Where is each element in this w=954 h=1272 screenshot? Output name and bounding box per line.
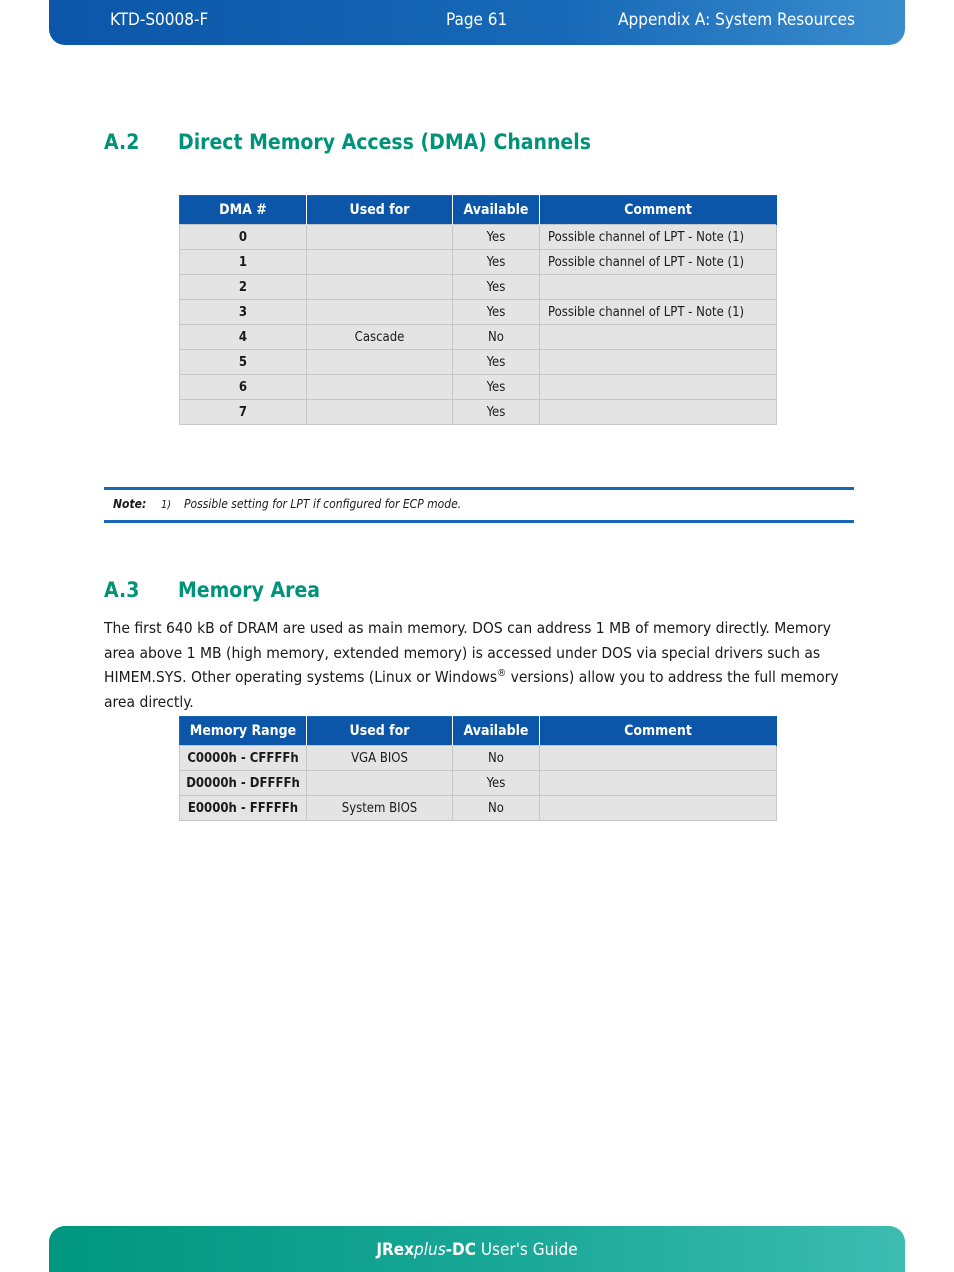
dma-col-header: DMA #: [180, 196, 307, 225]
memory-available: Yes: [453, 771, 540, 796]
footer-guide-text: User's Guide: [475, 1240, 578, 1260]
footer-product-name: JRex: [376, 1240, 415, 1260]
memory-comment: [540, 796, 777, 821]
memory-paragraph: [104, 616, 856, 714]
table-row: [180, 275, 777, 300]
dma-number: 6: [180, 375, 307, 400]
dma-number: 1: [180, 250, 307, 275]
page-header: [49, 0, 905, 45]
memory-paragraph-text: The first 640 kB of DRAM are used as main memory. DOS can address 1 MB of memory directly. Memory area above 1 MB (high memory, extended memory) is accessed under DOS via special drivers such as HIMEM.SYS. Other operating systems (Linux or Windows: [104, 619, 831, 686]
page-footer: [49, 1226, 905, 1272]
memory-available: No: [453, 746, 540, 771]
dma-comment: [540, 275, 777, 300]
dma-col-header: Available: [453, 196, 540, 225]
table-row: [180, 325, 777, 350]
memory-col-header: Comment: [540, 717, 777, 746]
memory-table: [179, 716, 777, 821]
dma-number: 0: [180, 225, 307, 250]
dma-available: Yes: [453, 350, 540, 375]
table-row: [180, 746, 777, 771]
page-number: Page 61: [446, 10, 508, 30]
memory-comment: [540, 771, 777, 796]
dma-table: [179, 195, 777, 425]
table-row: [180, 250, 777, 275]
dma-comment: [540, 350, 777, 375]
dma-comment: [540, 375, 777, 400]
memory-section-number: A.3: [104, 578, 140, 602]
dma-used-for: [307, 225, 453, 250]
memory-range: C0000h - CFFFFh: [180, 746, 307, 771]
dma-available: Yes: [453, 250, 540, 275]
dma-available: Yes: [453, 225, 540, 250]
dma-section-title: Direct Memory Access (DMA) Channels: [178, 130, 591, 154]
memory-paragraph-text-end: versions) allow you to address the full memory area directly.: [104, 668, 839, 711]
note-label: Note:: [113, 497, 147, 511]
note-box: [104, 487, 854, 523]
table-row: [180, 350, 777, 375]
table-row: [180, 300, 777, 325]
dma-number: 4: [180, 325, 307, 350]
dma-comment: Possible channel of LPT - Note (1): [540, 225, 777, 250]
dma-used-for: [307, 275, 453, 300]
memory-range: E0000h - FFFFFh: [180, 796, 307, 821]
dma-section-heading: [104, 130, 591, 154]
memory-used-for: System BIOS: [307, 796, 453, 821]
dma-table-header-row: [180, 196, 777, 225]
table-row: [180, 225, 777, 250]
dma-col-header: Used for: [307, 196, 453, 225]
dma-used-for: Cascade: [307, 325, 453, 350]
memory-col-header: Available: [453, 717, 540, 746]
dma-available: Yes: [453, 300, 540, 325]
memory-col-header: Used for: [307, 717, 453, 746]
note-text: Possible setting for LPT if configured for ECP mode.: [184, 497, 462, 511]
dma-available: Yes: [453, 400, 540, 425]
dma-comment: Possible channel of LPT - Note (1): [540, 250, 777, 275]
memory-section-title: Memory Area: [178, 578, 321, 602]
footer-product-variant: plus: [414, 1240, 446, 1260]
dma-number: 7: [180, 400, 307, 425]
registered-mark: ®: [497, 667, 507, 679]
dma-col-header: Comment: [540, 196, 777, 225]
dma-comment: [540, 400, 777, 425]
dma-used-for: [307, 375, 453, 400]
dma-comment: Possible channel of LPT - Note (1): [540, 300, 777, 325]
memory-section-heading: [104, 578, 320, 602]
document-id: KTD-S0008-F: [110, 10, 209, 30]
dma-used-for: [307, 400, 453, 425]
table-row: [180, 375, 777, 400]
footer-product-suffix: -DC: [445, 1240, 476, 1260]
dma-comment: [540, 325, 777, 350]
section-title: Appendix A: System Resources: [618, 10, 855, 30]
memory-col-header: Memory Range: [180, 717, 307, 746]
memory-range: D0000h - DFFFFh: [180, 771, 307, 796]
dma-section-number: A.2: [104, 130, 140, 154]
dma-used-for: [307, 250, 453, 275]
dma-available: No: [453, 325, 540, 350]
table-row: [180, 400, 777, 425]
footer-title: [49, 1240, 905, 1260]
dma-number: 3: [180, 300, 307, 325]
memory-comment: [540, 746, 777, 771]
table-row: [180, 771, 777, 796]
dma-available: Yes: [453, 275, 540, 300]
table-row: [180, 796, 777, 821]
memory-used-for: VGA BIOS: [307, 746, 453, 771]
dma-available: Yes: [453, 375, 540, 400]
note-number: 1): [161, 498, 172, 511]
dma-number: 2: [180, 275, 307, 300]
dma-used-for: [307, 350, 453, 375]
dma-used-for: [307, 300, 453, 325]
dma-number: 5: [180, 350, 307, 375]
memory-used-for: [307, 771, 453, 796]
memory-available: No: [453, 796, 540, 821]
memory-table-header-row: [180, 717, 777, 746]
